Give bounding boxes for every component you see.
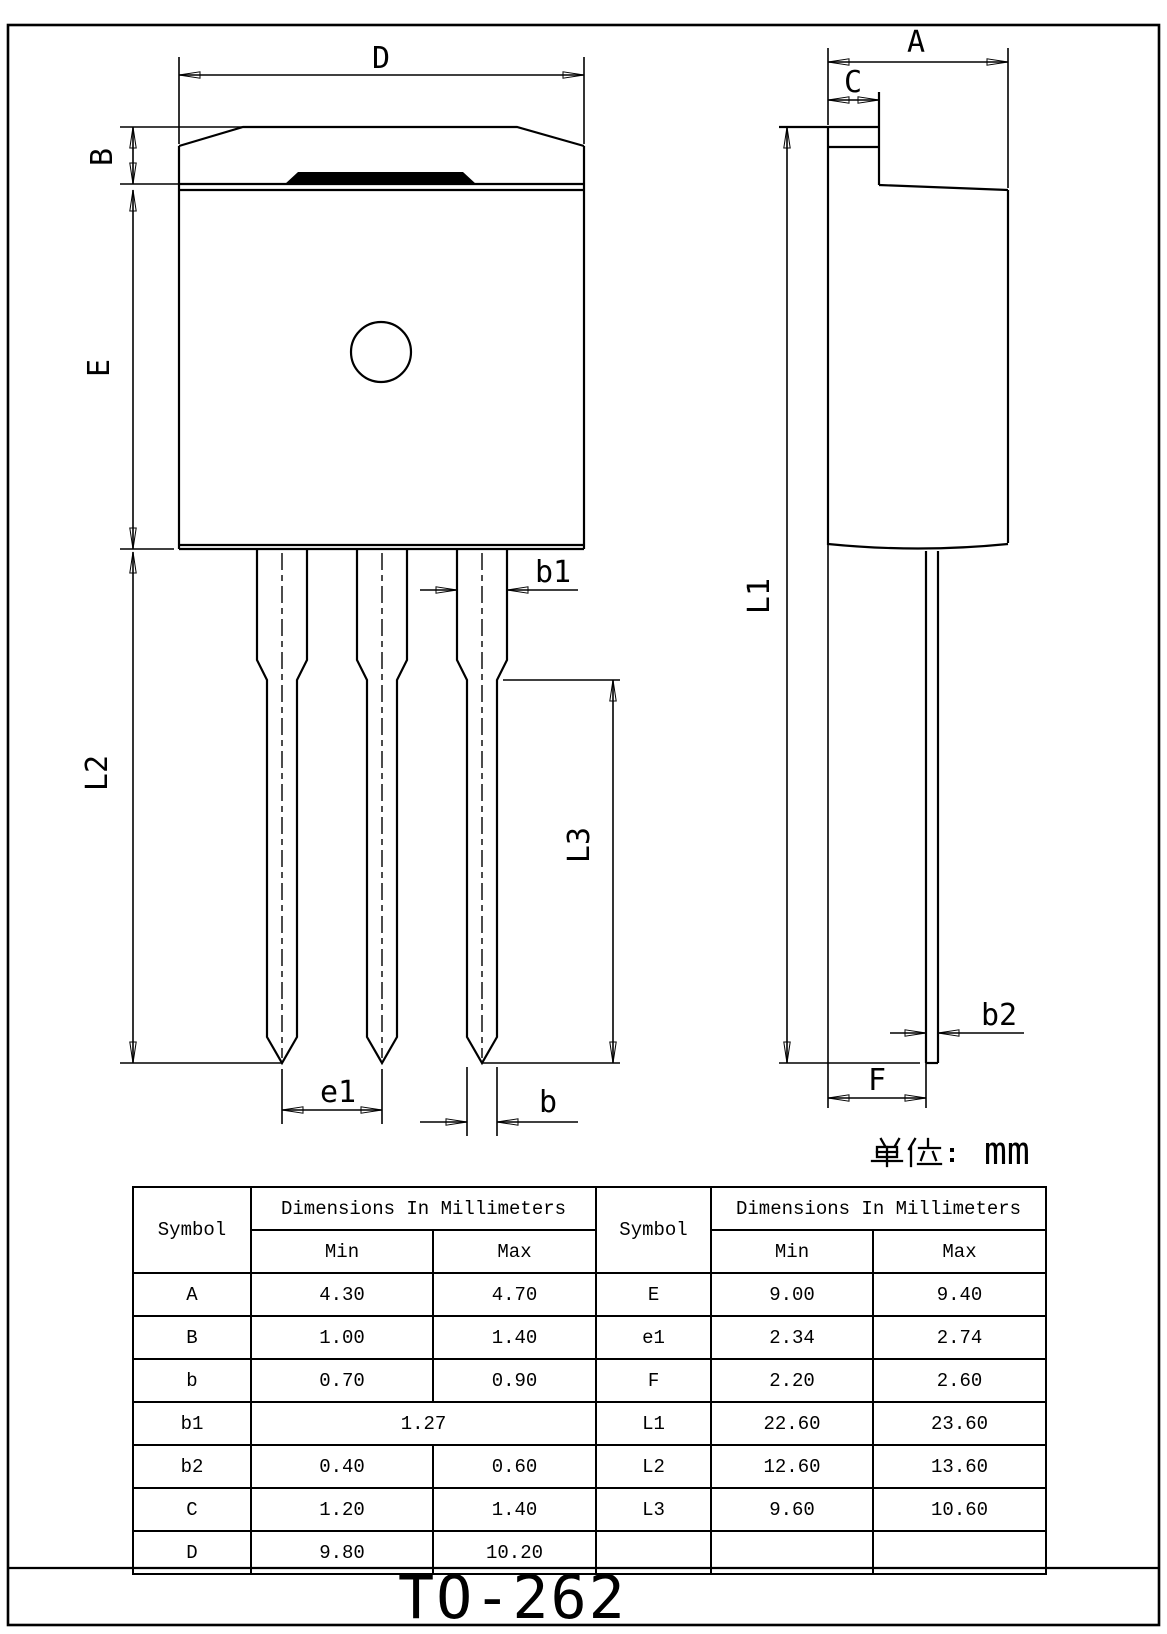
dim-C (828, 65, 879, 100)
symbol-cell: L1 (596, 1402, 711, 1445)
symbol-cell: B (133, 1316, 251, 1359)
marking-area (285, 172, 476, 184)
dim-label-e: E (82, 358, 117, 378)
symbol-cell: e1 (596, 1316, 711, 1359)
max-cell: 1.40 (433, 1316, 596, 1359)
max-header: Max (873, 1230, 1046, 1273)
symbol-cell (596, 1531, 711, 1574)
min-cell: 4.30 (251, 1273, 433, 1316)
front-view (80, 41, 620, 1136)
min-header: Min (711, 1230, 873, 1273)
max-cell: 0.60 (433, 1445, 596, 1488)
max-cell: 13.60 (873, 1445, 1046, 1488)
table-row (133, 1445, 1046, 1488)
dim-label-f: F (867, 1063, 887, 1098)
min-header: Min (251, 1230, 433, 1273)
dim-b1 (420, 555, 578, 590)
symbol-cell: C (133, 1488, 251, 1531)
dimensions-header: Dimensions In Millimeters (711, 1187, 1046, 1230)
max-cell: 2.60 (873, 1359, 1046, 1402)
min-cell: 9.80 (251, 1531, 433, 1574)
min-cell: 1.20 (251, 1488, 433, 1531)
units-note (872, 1129, 1030, 1173)
max-cell: 4.70 (433, 1273, 596, 1316)
dim-b2 (890, 998, 1024, 1033)
min-cell: 9.60 (711, 1488, 873, 1531)
body-bottom-curve (828, 544, 1008, 549)
symbol-cell: A (133, 1273, 251, 1316)
lead-2 (357, 549, 407, 1063)
package-body-side (779, 92, 1008, 549)
mounting-hole (351, 322, 411, 382)
min-cell: 22.60 (711, 1402, 873, 1445)
symbol-header: Symbol (596, 1187, 711, 1273)
symbol-cell: b2 (133, 1445, 251, 1488)
dim-F (828, 545, 926, 1108)
table-row (133, 1531, 1046, 1574)
dimensions-table (132, 1186, 1047, 1575)
max-cell: 1.40 (433, 1488, 596, 1531)
dim-A (828, 25, 1008, 188)
dim-b (420, 1067, 578, 1136)
symbol-cell: L3 (596, 1488, 711, 1531)
symbol-cell: E (596, 1273, 711, 1316)
dim-label-b-cap: B (85, 147, 120, 167)
dim-B (85, 127, 243, 184)
max-cell: 2.74 (873, 1316, 1046, 1359)
dim-L2 (80, 552, 620, 1063)
units-cjk-glyphs (872, 1139, 954, 1166)
max-cell (873, 1531, 1046, 1574)
max-cell: 9.40 (873, 1273, 1046, 1316)
lead-1 (257, 549, 307, 1063)
dim-label-l2: L2 (80, 754, 115, 792)
dim-label-b2: b2 (980, 998, 1018, 1033)
max-cell: 0.90 (433, 1359, 596, 1402)
package-body-front (179, 127, 584, 549)
table-row (133, 1359, 1046, 1402)
tab-top-edge (179, 127, 584, 146)
dim-label-b-small: b (538, 1085, 558, 1120)
dim-label-l1: L1 (742, 577, 777, 615)
max-header: Max (433, 1230, 596, 1273)
dim-L1 (742, 127, 920, 1063)
min-cell: 0.40 (251, 1445, 433, 1488)
dim-label-c: C (843, 65, 863, 100)
table-row (133, 1273, 1046, 1316)
lead-3 (457, 549, 507, 1063)
min-cell: 12.60 (711, 1445, 873, 1488)
symbol-cell: F (596, 1359, 711, 1402)
min-cell (711, 1531, 873, 1574)
symbol-cell: L2 (596, 1445, 711, 1488)
symbol-cell: D (133, 1531, 251, 1574)
table-subheader-row (133, 1230, 1046, 1273)
max-cell: 10.60 (873, 1488, 1046, 1531)
units-value: mm (984, 1129, 1030, 1173)
dim-L3 (503, 680, 620, 1063)
min-cell: 2.20 (711, 1359, 873, 1402)
max-cell: 23.60 (873, 1402, 1046, 1445)
table-row (133, 1488, 1046, 1531)
table-header-row (133, 1187, 1046, 1230)
dimensions-header: Dimensions In Millimeters (251, 1187, 596, 1230)
dim-label-a: A (906, 25, 926, 60)
merged-value-cell: 1.27 (251, 1402, 596, 1445)
min-cell: 1.00 (251, 1316, 433, 1359)
min-cell: 0.70 (251, 1359, 433, 1402)
min-cell: 9.00 (711, 1273, 873, 1316)
max-cell: 10.20 (433, 1531, 596, 1574)
min-cell: 2.34 (711, 1316, 873, 1359)
symbol-header: Symbol (133, 1187, 251, 1273)
dim-label-b1: b1 (534, 555, 572, 590)
dim-label-l3: L3 (562, 826, 597, 864)
symbol-cell: b1 (133, 1402, 251, 1445)
table-row (133, 1402, 1046, 1445)
dim-e1 (282, 1069, 382, 1124)
dim-E (82, 190, 174, 549)
dim-label-d: D (371, 41, 391, 76)
package-title: TO-262 (398, 1563, 627, 1633)
side-view (742, 25, 1024, 1108)
symbol-cell: b (133, 1359, 251, 1402)
lead-side (926, 551, 938, 1063)
dim-label-e1: e1 (319, 1075, 357, 1110)
table-row (133, 1316, 1046, 1359)
